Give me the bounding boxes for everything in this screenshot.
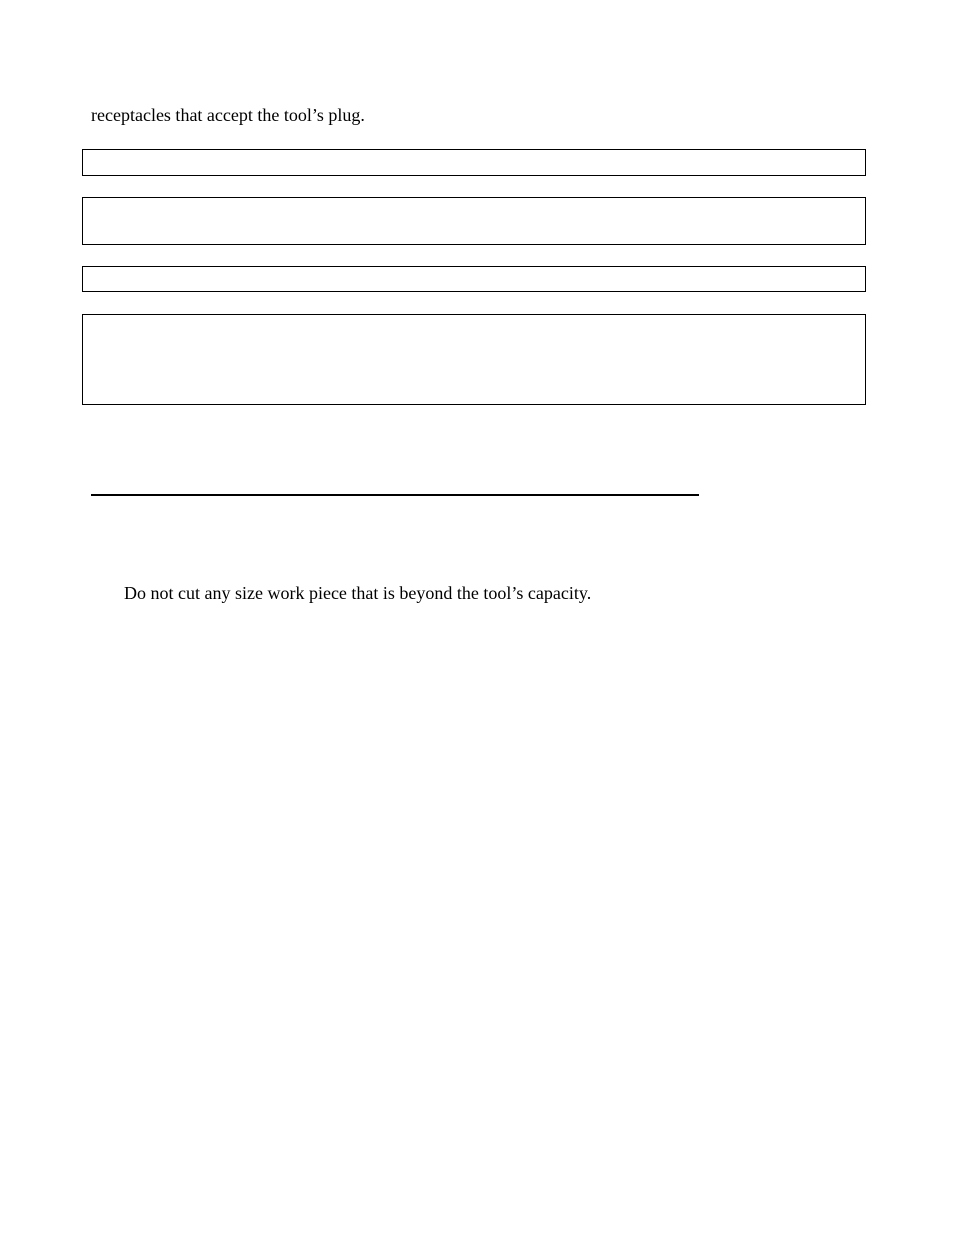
text-box-empty-3	[82, 266, 866, 292]
horizontal-rule	[91, 494, 699, 496]
paragraph-capacity-warning: Do not cut any size work piece that is beyond the tool’s capacity.	[124, 583, 592, 603]
text-box-empty-1	[82, 149, 866, 176]
text-box-empty-4	[82, 314, 866, 405]
text-box-empty-2	[82, 197, 866, 245]
paragraph-continuation: receptacles that accept the tool’s plug.	[91, 105, 365, 125]
